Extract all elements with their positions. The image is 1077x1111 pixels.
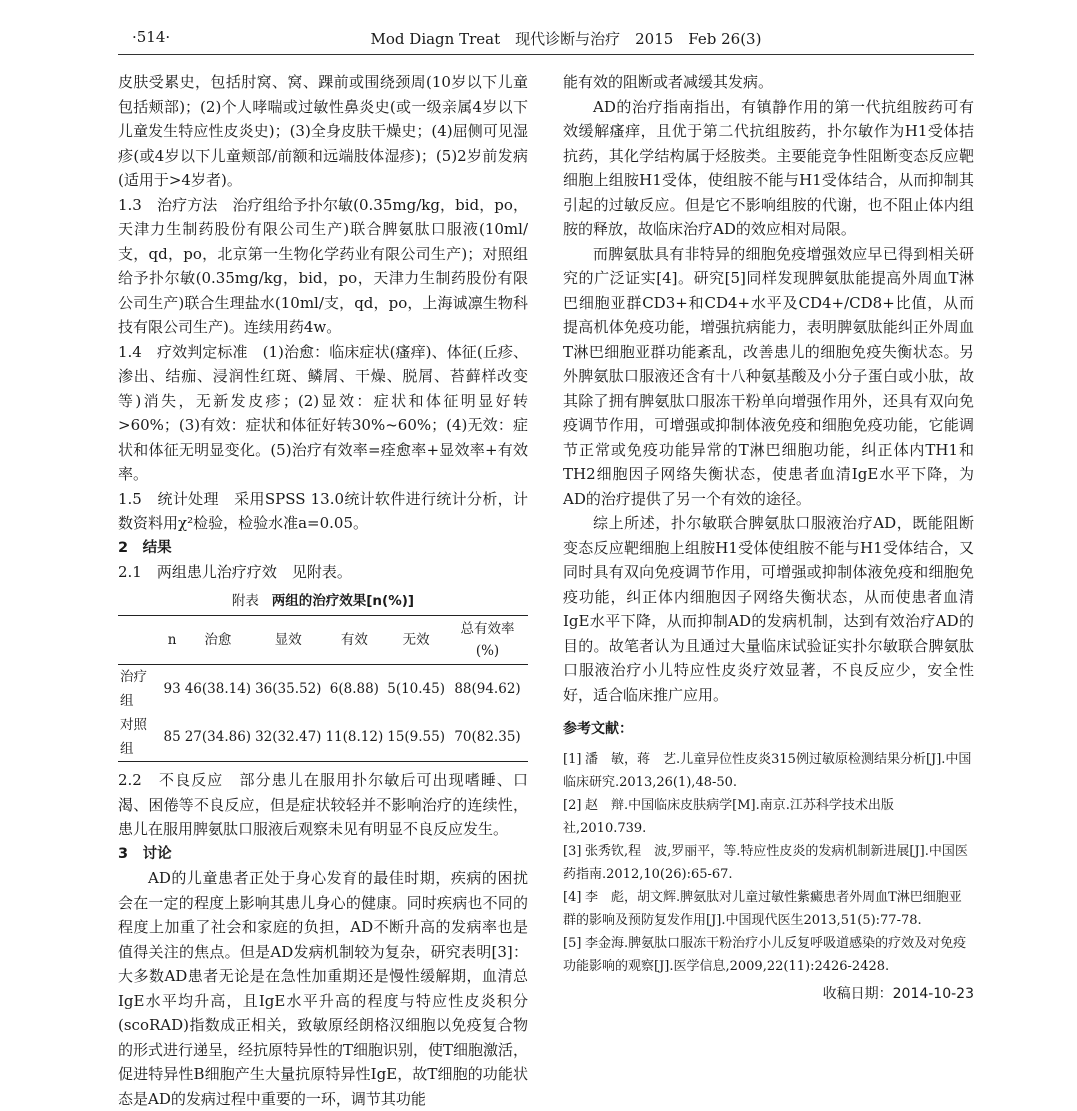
table-caption-prefix: 附表 [231,592,259,609]
reference-text: 潘 敏，蒋 艺.儿童异位性皮炎315例过敏原检测结果分析[J].中国临床研究.2013,26(1),48-50. [563,751,972,790]
table-header-cell: n [162,616,183,665]
reference-number: [2] [563,797,582,813]
table-cell: 5(10.45) [387,681,446,697]
table-header-row [118,616,528,665]
table-cell: 对照组 [118,713,162,762]
table-header-cell: 治愈 [183,616,253,665]
table-header-cell: 有效 [323,616,385,665]
discussion-paragraph: AD的儿童患者正处于身心发育的最佳时期，疾病的困扰会在一定的程度上影响其患儿身心的健康。同时疾病也不同的程度上加重了社会和家庭的负担，AD不断升高的发病率也是值得关注的焦点。但是AD发病机制较为复杂，研究表明[3]：大多数AD患者无论是在急性加重期还是慢性缓解期，血清总IgE水平均升高，且IgE水平升高的程度与特应性皮炎积分(scoRAD)指数成正相关，致敏原经朗格汉细胞以免疫复合物的形式进行递呈，经抗原特异性的T细胞识别，使T细胞激活，促进特异性B细胞产生大量抗原特异性IgE，故T细胞的功能状态是AD的发病过程中重要的一环，调节其功能 [118,869,529,1108]
reference-text: 张秀钦,程 波,罗丽平，等.特应性皮炎的发病机制新进展[J].中国医药指南.2012,10(26):65-67. [563,843,968,882]
discussion-paragraph: AD的治疗指南指出，有镇静作用的第一代抗组胺药可有效缓解瘙痒，且优于第二代抗组胺药，扑尔敏作为H1受体拮抗药，其化学结构属于烃胺类。主要能竞争性阻断变态反应靶细胞上组胺H1受体，使组胺不能与H1受体结合，从而抑制其引起的过敏反应。但是它不影响组胺的代谢，也不阻止体内组胺的释放，故临床治疗AD的效应相对局限。 [563,97,974,238]
reference-text: 李 彪，胡文辉.脾氨肽对儿童过敏性紫癜患者外周血T淋巴细胞亚群的影响及预防复发作用[J].中国现代医生2013,51(5):77-78. [563,889,962,928]
reference-item [563,886,974,932]
reference-number: [1] [563,751,582,767]
table-header-cell: 显效 [253,616,323,665]
table-cell: 15(9.55) [385,713,447,762]
table-row [118,713,528,762]
references-heading: 参考文献： [563,721,633,737]
page-number: ·514· [132,28,171,46]
discussion-paragraph: 而脾氨肽具有非特异的细胞免疫增强效应早已得到相关研究的广泛证实[4]。研究[5]同样发现脾氨肽能提高外周血T淋巴细胞亚群CD3+和CD4+水平及CD4+/CD8+比值，从而提高机体免疫功能，增强抗病能力，表明脾氨肽能纠正外周血T淋巴细胞亚群功能紊乱，改善患儿的细胞免疫失衡状态。另外脾氨肽口服液还含有十八种氨基酸及小分子蛋白或小肽，故其除了拥有脾氨肽口服冻干粉单向增强作用外，还具有双向免疫调节作用，可增强或抑制体液免疫和细胞免疫功能，它能调节正常或免疫功能异常的T淋巴细胞功能，纠正体内TH1和TH2细胞因子网络失衡状态，使患者血清IgE水平下降，为AD的治疗提供了另一个有效的途径。 [563,244,974,508]
right-column [563,70,974,1006]
table-cell: 6(8.88) [329,681,379,697]
section-2-2: 2.2 不良反应 部分患儿在服用扑尔敏后可出现嗜睡、口渴、困倦等不良反应，但是症状较轻并不影响治疗的连续性，患儿在服用脾氨肽口服液后观察未见有明显不良反应发生。 [118,771,528,838]
table-cell: 32(32.47) [253,713,323,762]
table-cell: 70(82.35) [447,713,528,762]
discussion-continuation: 能有效的阻断或者减缓其发病。 [563,73,774,91]
criteria-paragraph: 皮肤受累史，包括肘窝、窝、踝前或围绕颈周(10岁以下儿童包括颊部)；(2)个人哮喘或过敏性鼻炎史(或一级亲属4岁以下儿童发生特应性皮炎史)；(3)全身皮肤干燥史；(4)屈侧可见湿疹(或4岁以下儿童颊部/前额和远端肢体湿疹)；(5)2岁前发病(适用于>4岁者)。 [118,73,528,189]
table-row [118,665,528,714]
reference-number: [5] [563,935,582,951]
table-header-cell [118,616,162,665]
table-cell: 治疗组 [120,669,147,709]
conclusion-paragraph: 综上所述，扑尔敏联合脾氨肽口服液治疗AD，既能阻断变态反应靶细胞上组胺H1受体使组胺不能与H1受体结合，又同时具有双向免疫调节作用，可增强或抑制体液免疫和细胞免疫功能，纠正体内细胞因子网络失衡状态，从而使患者血清IgE水平下降，从而抑制AD的发病机制，达到有效治疗AD的目的。故笔者认为且通过大量临床试验证实扑尔敏联合脾氨肽口服液治疗小儿特应性皮炎疗效显著，不良反应少，安全性好，适合临床推广应用。 [563,514,974,704]
table-header-cell: 总有效率(%) [447,616,528,665]
reference-item [563,840,974,886]
reference-number: [3] [563,843,582,859]
section-1-3: 1.3 治疗方法 治疗组给予扑尔敏(0.35mg/kg，bid，po，天津力生制药股份有限公司生产)联合脾氨肽口服液(10ml/支，qd，po，北京第一生物化学药业有限公司生产)；对照组给予扑尔敏(0.35mg/kg，bid，po，天津力生制药股份有限公司生产)联合生理盐水(10ml/支，qd，po，上海诚凛生物科技有限公司生产)。连续用药4w。 [118,195,528,336]
table-cell: 85 [162,713,183,762]
table-cell: 46(38.14) [184,681,252,697]
journal-title: Mod Diagn Treat 现代诊断与治疗 2015 Feb 26(3) [370,30,762,48]
section-2-1: 2.1 两组患儿治疗疗效 见附表。 [118,563,352,581]
received-date: 收稿日期：2014-10-23 [822,985,974,1002]
results-table [118,615,528,762]
reference-item [563,932,974,978]
left-column [118,70,528,1111]
page-header [118,20,974,55]
reference-text: 李金海.脾氨肽口服冻干粉治疗小儿反复呼吸道感染的疗效及对免疫功能影响的观察[J].医学信息,2009,22(11):2426-2428. [563,935,967,974]
table-cell: 93 [163,681,181,697]
section-1-4: 1.4 疗效判定标准 (1)治愈：临床症状(瘙痒)、体征(丘疹、渗出、结痂、浸润性红斑、鳞屑、干燥、脱屑、苔藓样改变等)消失，无新发皮疹；(2)显效：症状和体征明显好转>60%；(3)有效：症状和体征好转30%~60%；(4)无效：症状和体征无明显变化。(5)治疗有效率=痊愈率+显效率+有效率。 [118,342,528,483]
reference-item [563,748,974,794]
section-1-5: 1.5 统计处理 采用SPSS 13.0统计软件进行统计分析，计数资料用χ²检验，检验水准a=0.05。 [118,489,528,532]
section-2-heading: 2 结果 [118,539,172,556]
section-3-heading: 3 讨论 [118,845,172,862]
reference-text: 赵 辩.中国临床皮肤病学[M].南京.江苏科学技术出版社,2010.739. [563,797,894,836]
table-cell: 11(8.12) [323,713,385,762]
table-caption-title: 两组的治疗效果[n(%)] [271,592,415,609]
reference-number: [4] [563,889,582,905]
reference-item [563,794,974,840]
table-cell: 36(35.52) [255,681,322,697]
table-cell: 88(94.62) [454,681,521,697]
table-header-cell: 无效 [385,616,447,665]
table-caption [118,589,528,614]
table-cell: 27(34.86) [183,713,253,762]
